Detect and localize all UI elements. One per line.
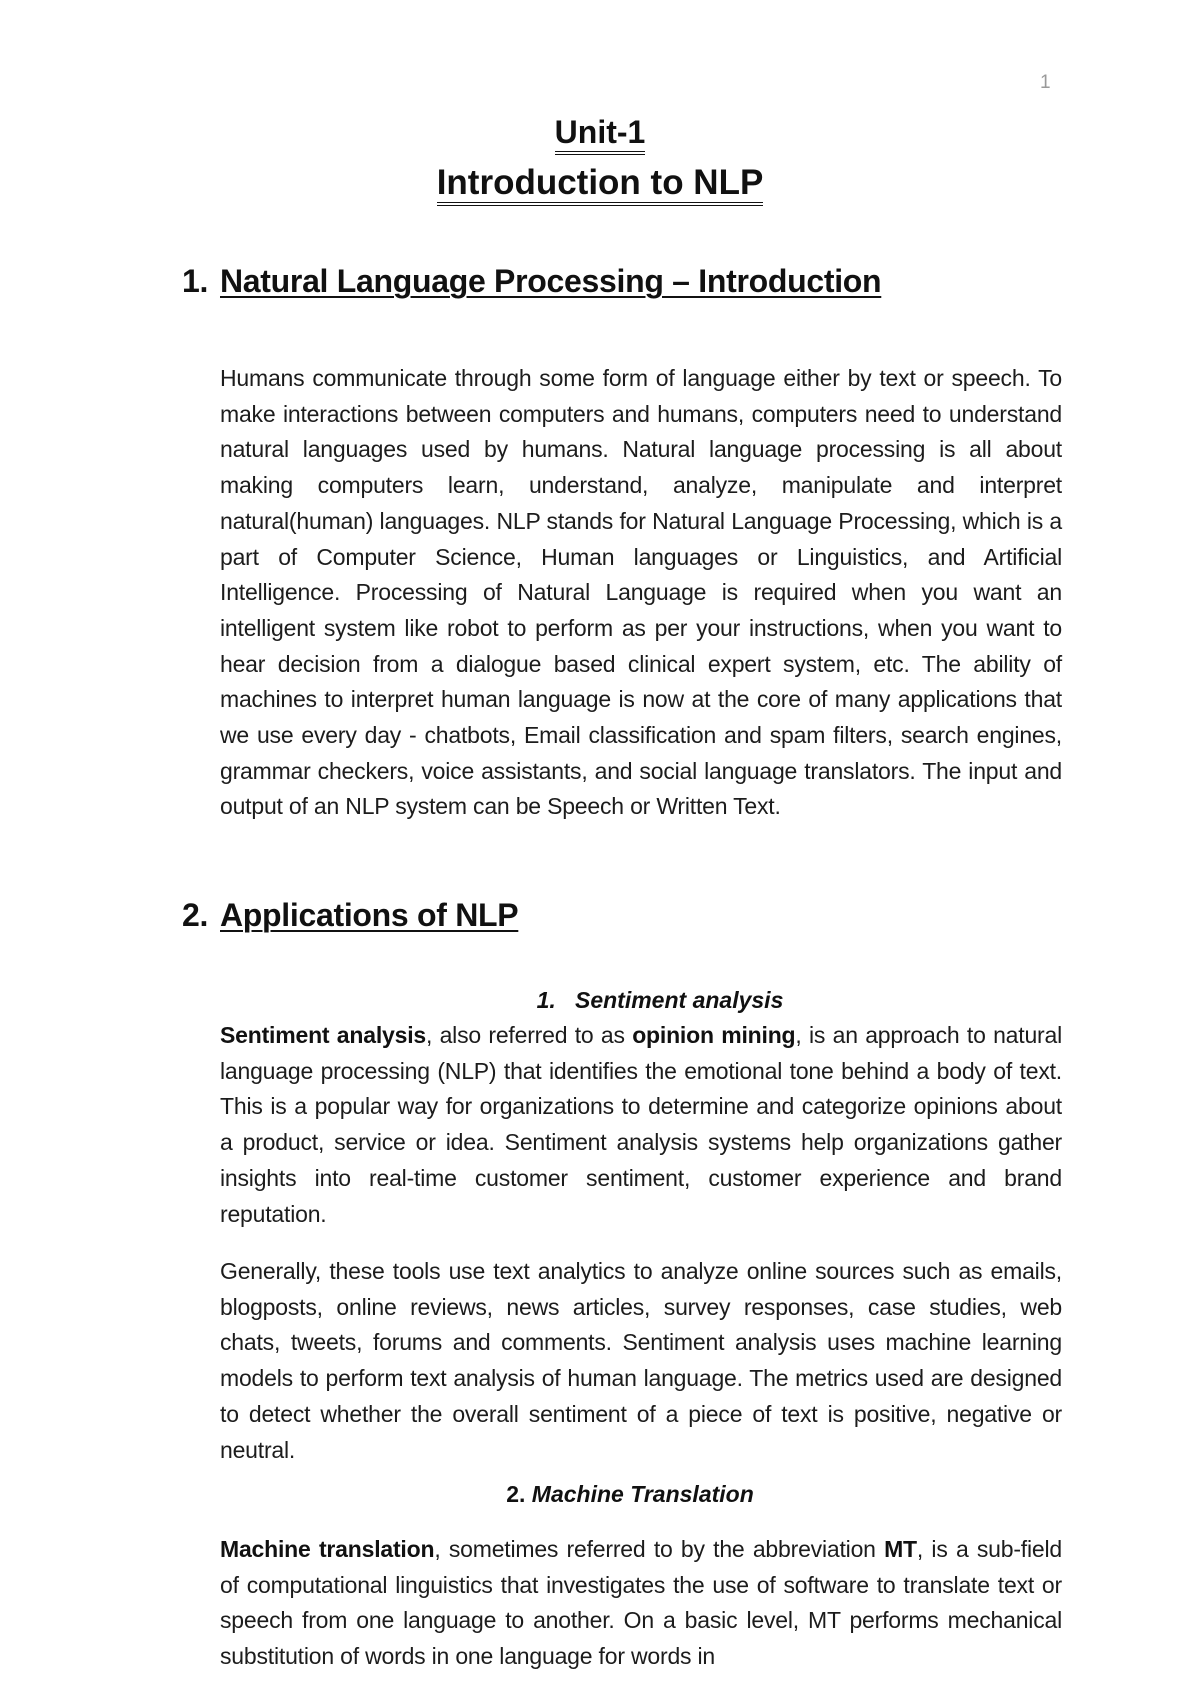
term-mt: MT [884,1536,917,1562]
mt-text-a: , sometimes referred to by the abbreviation [434,1536,885,1562]
subsection-1-title: Sentiment analysis [575,987,784,1013]
section-1-paragraph: Humans communicate through some form of language either by text or speech. To make interactions between computers and humans, computers need to understand natural languages used by humans. Natural language processing is all about making computers learn, understand, analyze, manipulate and interpret natural(human) languages. NLP stands for Natural Language Processing, which is a part of Computer Science, Human languages or Linguistics, and Artificial Intelligence. Processing of Natural Language is required when you want an intelligent system like robot to perform as per your instructions, when you want to hear decision from a dialogue based clinical expert system, etc. The ability of machines to interpret human language is now at the core of many applications that we use every day - chatbots, Email classification and spam filters, search engines, grammar checkers, voice assistants, and social language translators. The input and output of an NLP system can be Speech or Written Text. [220,365,1062,820]
term-opinion-mining: opinion mining [632,1022,796,1048]
subsection-1-heading [0,987,1200,1014]
section-2-number: 2. [182,897,209,933]
main-title: Introduction to NLP [437,165,764,207]
unit-title: Unit-1 [555,116,646,155]
subsection-2-title: Machine Translation [531,1481,754,1507]
section-1-title: Natural Language Processing – Introduction [220,263,882,299]
document-title-block [0,116,1200,206]
section-1-heading [182,263,881,300]
mt-text-b: , is a sub-field of computational linguistics that investigates the use of software to translate text or speech from one language to another. On a basic level, MT performs mechanical substitution of words in one language for words in [220,1536,1062,1670]
page-number: 1 [1040,72,1051,93]
machine-translation-paragraph [220,1532,1062,1675]
section-2-title: Applications of NLP [220,897,519,933]
subsection-1-number: 1. [536,987,556,1013]
sentiment-paragraph-1 [220,1018,1062,1232]
term-machine-translation: Machine translation [220,1536,435,1562]
section-2-heading [182,897,518,934]
term-sentiment-analysis: Sentiment analysis [220,1022,426,1048]
subsection-2-number: 2. [506,1481,526,1507]
section-1-number: 1. [182,263,209,299]
subsection-2-heading [0,1481,1200,1508]
sentiment-text-b: , is an approach to natural language processing (NLP) that identifies the emotional tone behind a body of text. This is a popular way for organizations to determine and categorize opinions about a product, service or idea. Sentiment analysis systems help organizations gather insights into real-time customer sentiment, customer experience and brand reputation. [220,1022,1063,1227]
sentiment-text-a: , also referred to as [425,1022,633,1048]
sentiment-paragraph-2: Generally, these tools use text analytics to analyze online sources such as emails, blogposts, online reviews, news articles, survey responses, case studies, web chats, tweets, forums and comments. Sentiment analysis uses machine learning models to perform text analysis of human language. The metrics used are designed to detect whether the overall sentiment of a piece of text is positive, negative or neutral. [220,1258,1062,1463]
